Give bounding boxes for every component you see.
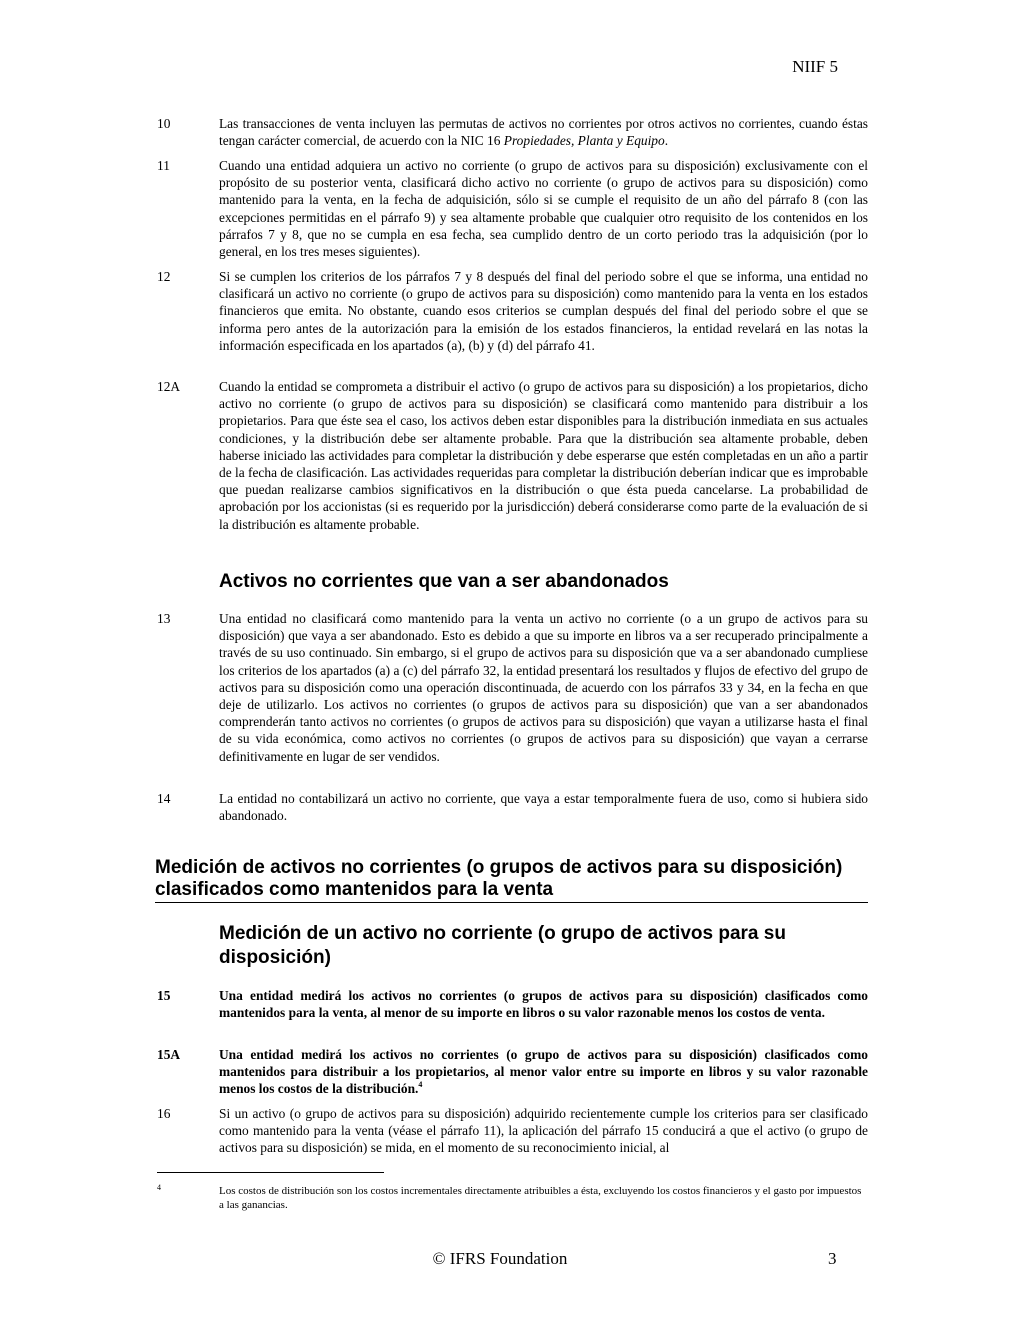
paragraph-text-part: Una entidad medirá los activos no corrientes (o grupo de activos para su disposición) clasificados como mantenidos para distribuir a los propietarios, al menor valor entre su importe en libros y su valor razonable menos los costos de la distribución.	[219, 1047, 868, 1097]
paragraph-number: 12	[157, 269, 171, 284]
paragraph-text: Si se cumplen los criterios de los párrafos 7 y 8 después del final del periodo sobre el que se informa, una entidad no clasificará un activo no corriente (o grupo de activos para su disposición) como mantenido para la venta en los estados financieros que emita. No obstante, cuando esos criterios se cumplan después del final del periodo sobre el que se informa pero antes de la autorización para la emisión de los estados financieros, la entidad revelará en las notas la información especificada en los apartados (a), (b) y (d) del párrafo 41.	[219, 269, 868, 353]
footer-page-number: 3	[828, 1249, 837, 1268]
section-heading-measurement: Medición de activos no corrientes (o grupos de activos para su disposición) clasificados como mantenidos para la venta	[155, 857, 868, 903]
heading-abandoned-assets: Activos no corrientes que van a ser abandonados	[219, 571, 669, 592]
paragraph-text: Cuando una entidad adquiera un activo no corriente (o grupo de activos para su disposición) exclusivamente con el propósito de su posterior venta, clasificará dicho activo no corriente (o grupo de activos para su disposición) como mantenido para la venta, en la fecha de adquisición, sólo si se cumple el requisito de un año del párrafo 8 (con las excepciones permitidas en el párrafo 9) y sea altamente probable que cualquier otro requisito de los contenidos en los párrafos 7 y 8, que no se cumpla en esa fecha, sea cumplido dentro de un corto periodo tras la adquisición (por lo general, en los tres meses siguientes).	[219, 158, 868, 260]
paragraph-text: Una entidad no clasificará como mantenido para la venta un activo no corriente (o a un grupo de activos para su disposición) que vaya a ser abandonado. Esto es debido a que su importe en libros va a ser recuperado principalmente a través de su uso continuado. Sin embargo, si el grupo de activos para su disposición que va a ser abandonado cumpliese los criterios de los apartados (a) a (c) del párrafo 32, la entidad presentará los resultados y flujos de efectivo del grupo de activos para su disposición como una operación discontinuada, de acuerdo con los párrafos 33 y 34, en la fecha en que deje de utilizarlo. Los activos no corrientes (o grupos de activos para su disposición) que van a ser abandonados comprenderán tanto activos no corrientes (o grupos de activos para su disposición) que vayan a utilizarse hasta el final de su vida económica, como activos no corrientes (o grupos de activos para su disposición) que vayan a cerrarse definitivamente en lugar de ser vendidos.	[219, 611, 868, 764]
paragraph-number: 16	[157, 1106, 171, 1121]
paragraph-text-part: Las transacciones de venta incluyen las permutas de activos no corrientes por otros activos no corrientes, cuando éstas tengan carácter comercial, de acuerdo con la NIC 16	[219, 116, 868, 149]
paragraph-number: 14	[157, 791, 171, 806]
paragraph-number: 10	[157, 116, 171, 131]
paragraph-13	[157, 610, 868, 765]
paragraph-text: La entidad no contabilizará un activo no corriente, que vaya a estar temporalmente fuera de uso, como si hubiera sido abandonado.	[219, 791, 868, 824]
paragraph-number: 11	[157, 158, 170, 173]
paragraph-number: 12A	[157, 379, 181, 394]
page-header-standard: NIIF 5	[792, 57, 838, 76]
footnote-mark: 4	[157, 1183, 161, 1192]
footer-copyright: © IFRS Foundation	[432, 1249, 568, 1268]
paragraph-12a	[157, 378, 868, 533]
footnote	[157, 1184, 868, 1212]
paragraph-15	[157, 987, 868, 1021]
paragraph-text: Una entidad medirá los activos no corrientes (o grupos de activos para su disposición) clasificados como mantenidos para la venta, al menor de su importe en libros o su valor razonable menos los costos de venta.	[219, 988, 868, 1021]
paragraph-15a	[157, 1046, 868, 1098]
footnote-divider	[157, 1172, 384, 1173]
paragraph-number: 15A	[157, 1047, 181, 1062]
paragraph-text	[219, 115, 868, 149]
subheading-measurement-asset: Medición de un activo no corriente (o grupo de activos para su disposición)	[219, 923, 786, 968]
footnote-reference[interactable]: 4	[418, 1079, 423, 1089]
paragraph-10	[157, 115, 868, 149]
footnote-text: Los costos de distribución son los costos incrementales directamente atribuibles a ésta, excluyendo los costos financieros y el gasto por impuestos a las ganancias.	[219, 1185, 862, 1211]
paragraph-11	[157, 157, 868, 260]
standard-title-italic: Propiedades, Planta y Equipo	[503, 133, 665, 149]
paragraph-number: 15	[157, 988, 171, 1003]
paragraph-number: 13	[157, 611, 171, 626]
paragraph-text	[219, 1046, 868, 1098]
paragraph-14	[157, 790, 868, 824]
paragraph-text-part: .	[664, 133, 669, 149]
paragraph-text: Si un activo (o grupo de activos para su disposición) adquirido recientemente cumple los criterios para ser clasificado como mantenido para la venta (véase el párrafo 11), la aplicación del párrafo 15 conducirá a que el activo (o grupo de activos para su disposición) se mida, en el momento de su reconocimiento inicial, al	[219, 1106, 868, 1156]
paragraph-12	[157, 268, 868, 354]
paragraph-text: Cuando la entidad se comprometa a distribuir el activo (o grupo de activos para su disposición) a los propietarios, dicho activo no corriente (o grupo de activos para su disposición) se clasificará como mantenido para distribuir a los propietarios. Para que éste sea el caso, los activos deben estar disponibles para la distribución inmediata en sus actuales condiciones, y la distribución debe ser altamente probable. Para que la distribución sea altamente probable, deben haberse iniciado las actividades para completar la distribución y debe esperarse que estén completadas en un año a partir de la fecha de clasificación. Las actividades requeridas para completar la distribución deberían indicar que es improbable que puedan realizarse cambios significativos en la distribución o que ésta pueda cancelarse. La probabilidad de aprobación por los accionistas (si es requerido por la jurisdicción) deberá considerarse como parte de la evaluación de si la distribución es altamente probable.	[219, 379, 868, 532]
paragraph-16	[157, 1105, 868, 1157]
